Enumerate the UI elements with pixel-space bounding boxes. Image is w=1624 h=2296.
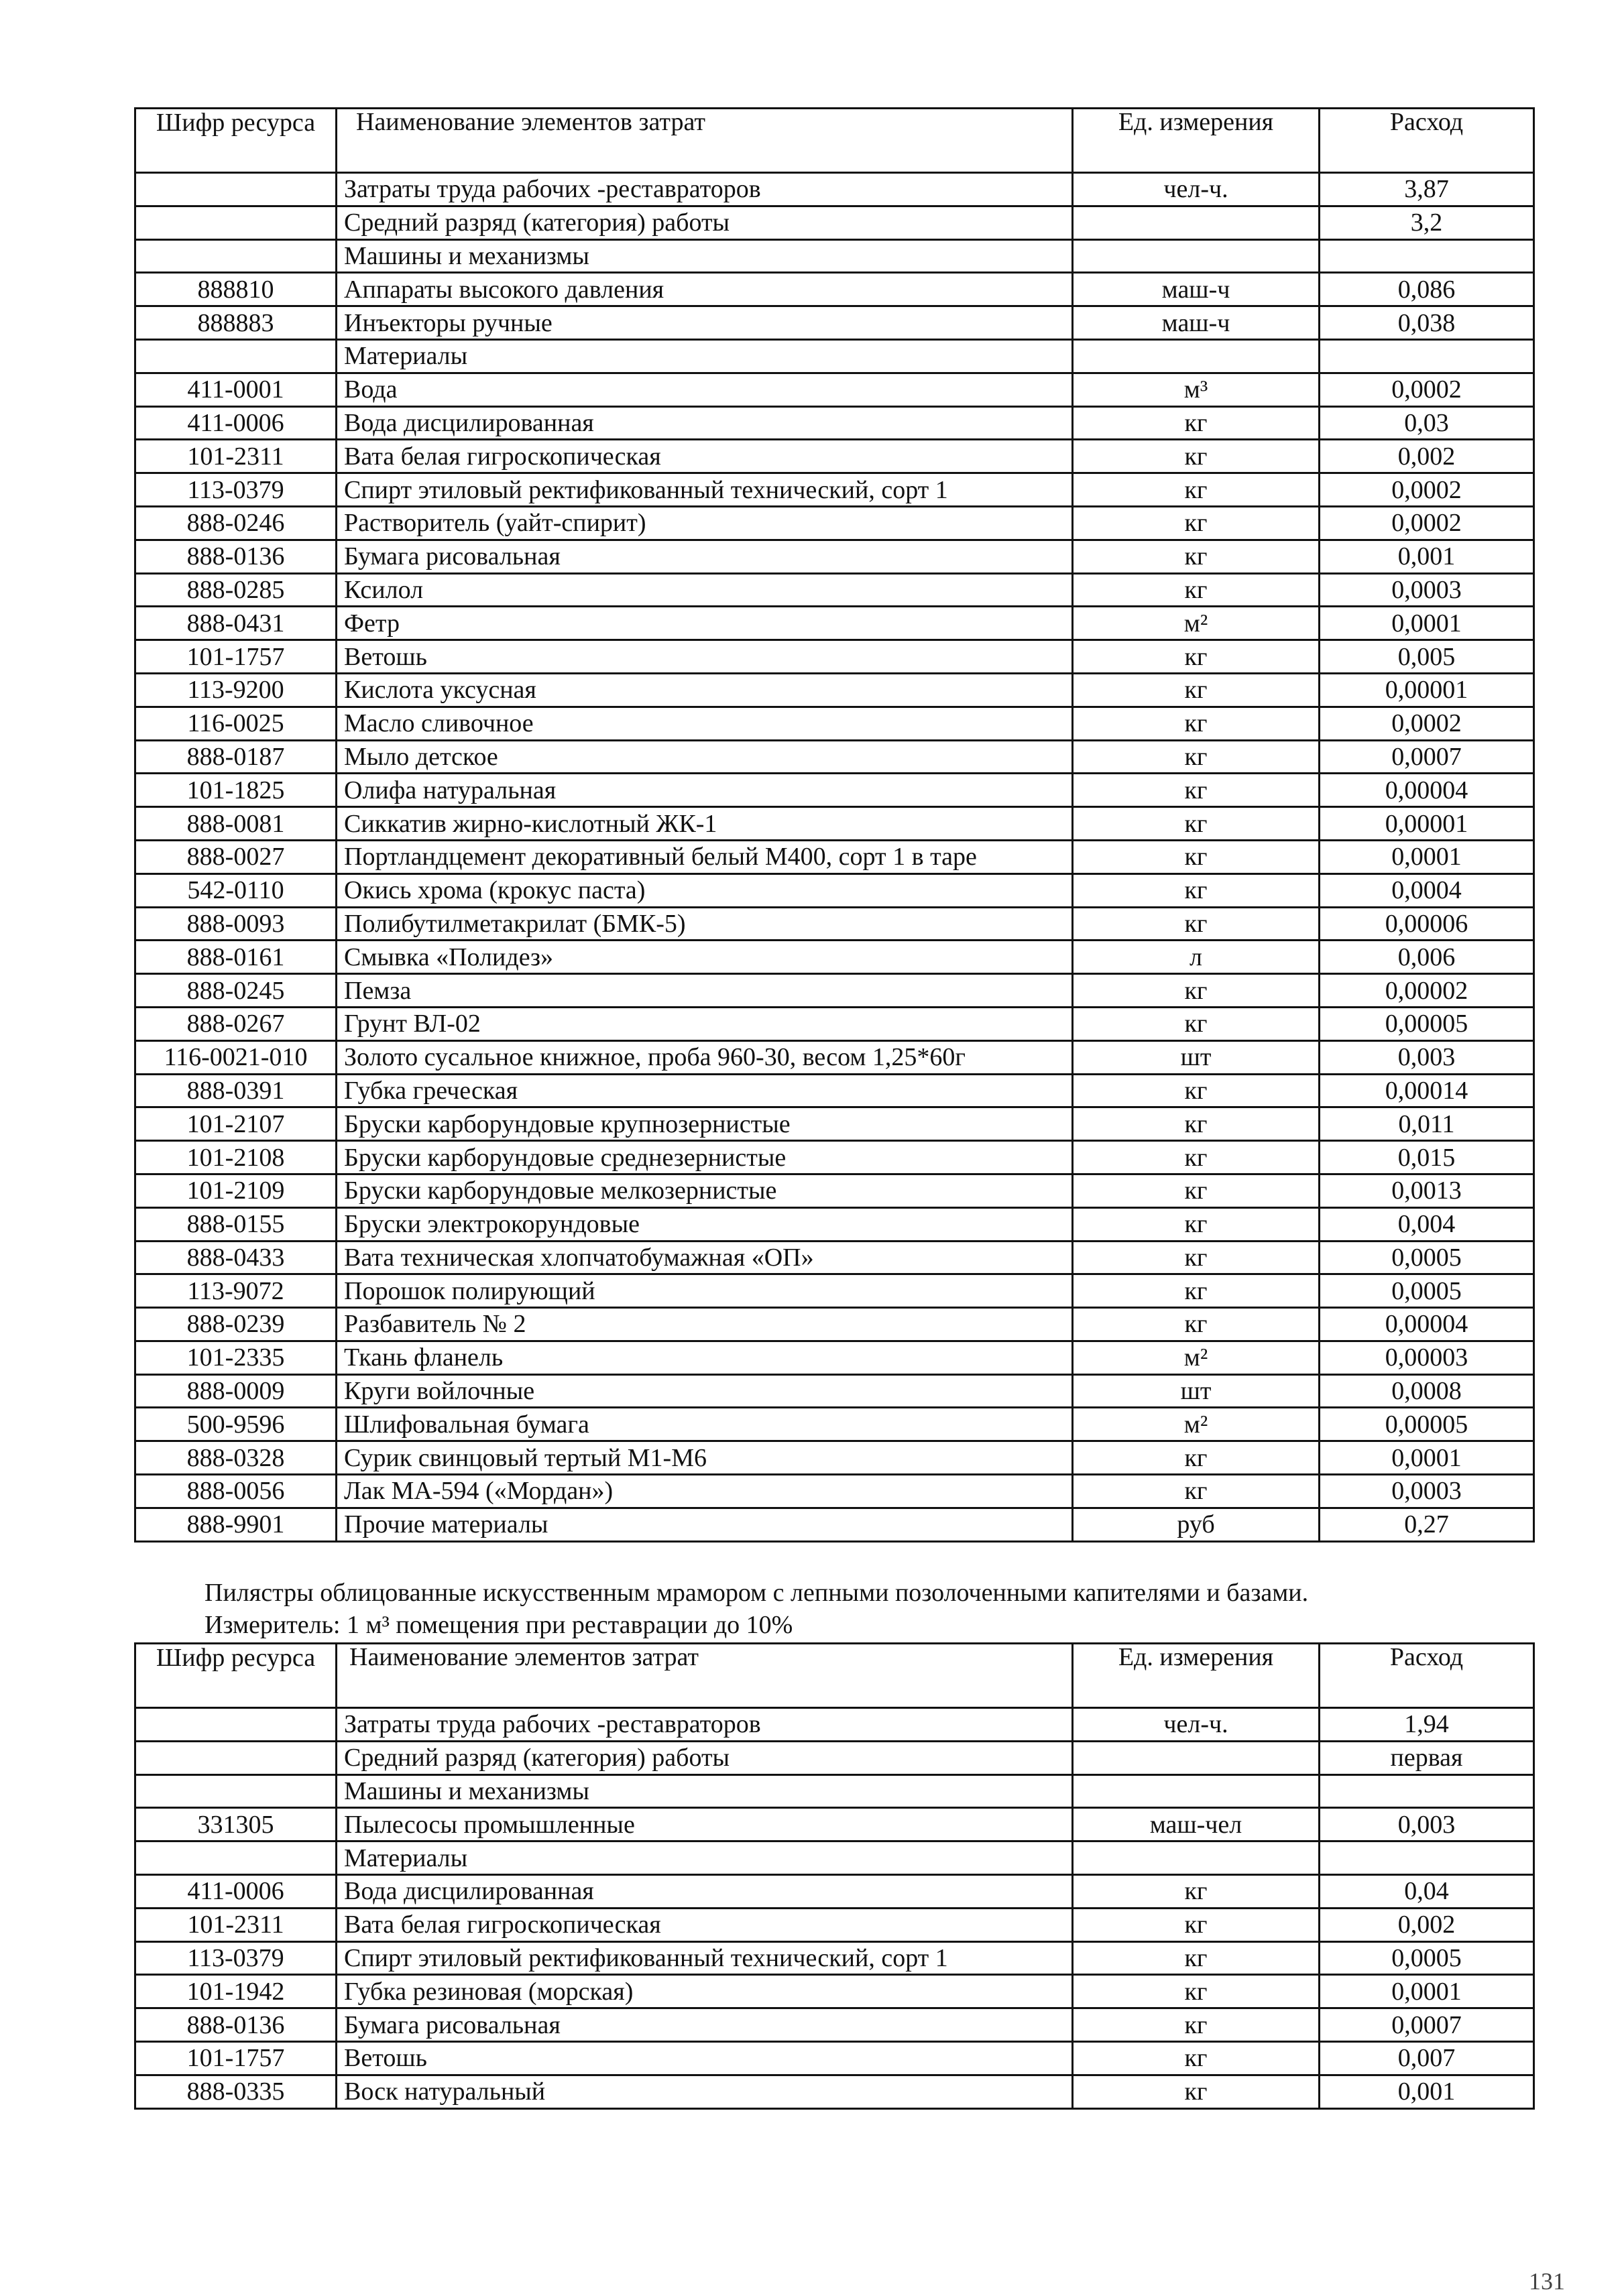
item-name-cell: Фетр — [337, 607, 1073, 640]
item-name-cell: Разбавитель № 2 — [337, 1308, 1073, 1341]
unit-cell: кг — [1073, 1174, 1320, 1207]
item-name-cell: Затраты труда рабочих -реставраторов — [337, 1708, 1073, 1742]
table-row — [135, 1141, 1534, 1174]
resource-code-cell: 888-0136 — [135, 540, 337, 573]
item-name-cell: Спирт этиловый ректификованный технический, сорт 1 — [337, 1941, 1073, 1975]
table-row — [135, 339, 1534, 373]
resource-code-cell: 542-0110 — [135, 873, 337, 907]
unit-cell: маш-ч — [1073, 273, 1320, 306]
item-name-cell: Губка греческая — [337, 1074, 1073, 1107]
resource-code-cell: 888-9901 — [135, 1508, 337, 1541]
unit-cell: маш-ч — [1073, 306, 1320, 340]
item-name-cell: Бруски карборундовые крупнозернистые — [337, 1107, 1073, 1141]
quantity-cell: 0,0001 — [1320, 840, 1534, 873]
unit-cell: кг — [1073, 1941, 1320, 1975]
table-row — [135, 1308, 1534, 1341]
table-row — [135, 840, 1534, 873]
table-row — [135, 1741, 1534, 1774]
section-title: Пилястры облицованные искусственным мрамором с лепными позолоченными капителями и базами. — [205, 1579, 1309, 1607]
item-name-cell: Ткань фланель — [337, 1341, 1073, 1374]
quantity-cell: 0,00005 — [1320, 1007, 1534, 1040]
resource-code-cell: 116-0025 — [135, 707, 337, 740]
quantity-cell: 0,0007 — [1320, 740, 1534, 774]
quantity-cell: 0,004 — [1320, 1207, 1534, 1241]
resource-code-cell: 888-0161 — [135, 941, 337, 974]
quantity-cell: 0,0005 — [1320, 1941, 1534, 1975]
table-row — [135, 540, 1534, 573]
table-row — [135, 974, 1534, 1008]
resource-code-cell: 411-0006 — [135, 406, 337, 440]
item-name-cell: Бруски электрокорундовые — [337, 1207, 1073, 1241]
quantity-cell: 0,002 — [1320, 1908, 1534, 1941]
header-unit: Ед. измерения — [1073, 1644, 1320, 1708]
quantity-cell: первая — [1320, 1741, 1534, 1774]
resource-code-cell: 888883 — [135, 306, 337, 340]
quantity-cell: 0,038 — [1320, 306, 1534, 340]
unit-cell: кг — [1073, 707, 1320, 740]
quantity-cell: 0,00004 — [1320, 1308, 1534, 1341]
quantity-cell — [1320, 1774, 1534, 1808]
unit-cell: кг — [1073, 2008, 1320, 2042]
item-name-cell: Мыло детское — [337, 740, 1073, 774]
unit-cell: кг — [1073, 2075, 1320, 2108]
quantity-cell: 1,94 — [1320, 1708, 1534, 1742]
table-row — [135, 640, 1534, 674]
resource-code-cell: 101-2335 — [135, 1341, 337, 1374]
resource-code-cell: 888-0239 — [135, 1308, 337, 1341]
resource-code-cell: 888810 — [135, 273, 337, 306]
table-row — [135, 1374, 1534, 1408]
unit-cell: кг — [1073, 1908, 1320, 1941]
unit-cell: м² — [1073, 607, 1320, 640]
table-row — [135, 1708, 1534, 1742]
quantity-cell: 0,0002 — [1320, 373, 1534, 406]
item-name-cell: Смывка «Полидез» — [337, 941, 1073, 974]
unit-cell: кг — [1073, 1274, 1320, 1308]
item-name-cell: Бруски карборундовые среднезернистые — [337, 1141, 1073, 1174]
quantity-cell: 0,00002 — [1320, 974, 1534, 1008]
quantity-cell: 0,00001 — [1320, 673, 1534, 707]
header-qty: Расход — [1320, 1644, 1534, 1708]
quantity-cell: 0,005 — [1320, 640, 1534, 674]
resource-code-cell: 101-1757 — [135, 640, 337, 674]
table-row — [135, 1408, 1534, 1441]
table-row — [135, 406, 1534, 440]
quantity-cell: 0,0007 — [1320, 2008, 1534, 2042]
resource-code-cell: 500-9596 — [135, 1408, 337, 1441]
item-name-cell: Шлифовальная бумага — [337, 1408, 1073, 1441]
table-row — [135, 373, 1534, 406]
resource-table-2 — [134, 1642, 1535, 2110]
quantity-cell: 0,0001 — [1320, 1441, 1534, 1475]
quantity-cell: 0,007 — [1320, 2041, 1534, 2075]
item-name-cell: Средний разряд (категория) работы — [337, 206, 1073, 239]
table-row — [135, 607, 1534, 640]
resource-code-cell — [135, 1841, 337, 1875]
quantity-cell: 0,00006 — [1320, 907, 1534, 941]
quantity-cell: 0,0003 — [1320, 1475, 1534, 1508]
quantity-cell: 0,0013 — [1320, 1174, 1534, 1207]
quantity-cell: 0,27 — [1320, 1508, 1534, 1541]
unit-cell: кг — [1073, 907, 1320, 941]
item-name-cell: Материалы — [337, 1841, 1073, 1875]
unit-cell: кг — [1073, 1207, 1320, 1241]
quantity-cell: 0,0001 — [1320, 1975, 1534, 2008]
quantity-cell: 0,086 — [1320, 273, 1534, 306]
unit-cell — [1073, 339, 1320, 373]
item-name-cell: Материалы — [337, 339, 1073, 373]
unit-cell: кг — [1073, 1141, 1320, 1174]
resource-code-cell: 888-0027 — [135, 840, 337, 873]
table-row — [135, 440, 1534, 473]
unit-cell: м³ — [1073, 373, 1320, 406]
table-row — [135, 239, 1534, 273]
item-name-cell: Сиккатив жирно-кислотный ЖК-1 — [337, 807, 1073, 841]
table-body-1 — [135, 173, 1534, 1542]
quantity-cell: 0,011 — [1320, 1107, 1534, 1141]
unit-cell: чел-ч. — [1073, 1708, 1320, 1742]
resource-code-cell: 888-0155 — [135, 1207, 337, 1241]
resource-code-cell: 888-0246 — [135, 506, 337, 540]
quantity-cell: 0,03 — [1320, 406, 1534, 440]
resource-code-cell: 888-0056 — [135, 1475, 337, 1508]
table-row — [135, 673, 1534, 707]
item-name-cell: Затраты труда рабочих -реставраторов — [337, 173, 1073, 206]
unit-cell: кг — [1073, 873, 1320, 907]
quantity-cell: 0,0005 — [1320, 1241, 1534, 1274]
item-name-cell: Вата техническая хлопчатобумажная «ОП» — [337, 1241, 1073, 1274]
resource-code-cell: 888-0267 — [135, 1007, 337, 1040]
unit-cell: кг — [1073, 974, 1320, 1008]
quantity-cell: 0,00014 — [1320, 1074, 1534, 1107]
item-name-cell: Спирт этиловый ректификованный технический, сорт 1 — [337, 473, 1073, 507]
unit-cell: кг — [1073, 573, 1320, 607]
unit-cell: кг — [1073, 774, 1320, 807]
item-name-cell: Вода дисцилированная — [337, 1874, 1073, 1908]
header-unit: Ед. измерения — [1073, 109, 1320, 173]
unit-cell: кг — [1073, 840, 1320, 873]
item-name-cell: Олифа натуральная — [337, 774, 1073, 807]
table-row — [135, 1007, 1534, 1040]
quantity-cell: 0,04 — [1320, 1874, 1534, 1908]
header-name: Наименование элементов затрат — [337, 109, 1073, 173]
item-name-cell: Ветошь — [337, 2041, 1073, 2075]
resource-code-cell — [135, 339, 337, 373]
item-name-cell: Пылесосы промышленные — [337, 1808, 1073, 1841]
table-row — [135, 306, 1534, 340]
table-row — [135, 273, 1534, 306]
item-name-cell: Машины и механизмы — [337, 239, 1073, 273]
unit-cell: кг — [1073, 807, 1320, 841]
unit-cell: кг — [1073, 406, 1320, 440]
resource-code-cell: 101-1825 — [135, 774, 337, 807]
table-row — [135, 907, 1534, 941]
item-name-cell: Портландцемент декоративный белый М400, сорт 1 в таре — [337, 840, 1073, 873]
table-row — [135, 740, 1534, 774]
quantity-cell: 0,0003 — [1320, 573, 1534, 607]
table-row — [135, 807, 1534, 841]
item-name-cell: Пемза — [337, 974, 1073, 1008]
item-name-cell: Ксилол — [337, 573, 1073, 607]
table-row — [135, 2008, 1534, 2042]
table-header-row — [135, 109, 1534, 173]
resource-code-cell — [135, 206, 337, 239]
unit-cell — [1073, 1774, 1320, 1808]
unit-cell: кг — [1073, 1308, 1320, 1341]
unit-cell: кг — [1073, 1475, 1320, 1508]
table-row — [135, 1341, 1534, 1374]
resource-code-cell: 888-0081 — [135, 807, 337, 841]
table-row — [135, 473, 1534, 507]
resource-code-cell: 113-9072 — [135, 1274, 337, 1308]
table-row — [135, 1808, 1534, 1841]
table-row — [135, 173, 1534, 206]
table-row — [135, 1841, 1534, 1875]
quantity-cell: 0,003 — [1320, 1040, 1534, 1074]
header-name: Наименование элементов затрат — [337, 1644, 1073, 1708]
table-row — [135, 1274, 1534, 1308]
header-code: Шифр ресурса — [135, 109, 337, 173]
item-name-cell: Круги войлочные — [337, 1374, 1073, 1408]
item-name-cell: Прочие материалы — [337, 1508, 1073, 1541]
unit-cell: кг — [1073, 1074, 1320, 1107]
resource-code-cell: 411-0001 — [135, 373, 337, 406]
unit-cell: кг — [1073, 1007, 1320, 1040]
resource-code-cell: 888-0328 — [135, 1441, 337, 1475]
table-row — [135, 1074, 1534, 1107]
item-name-cell: Вата белая гигроскопическая — [337, 440, 1073, 473]
resource-code-cell: 331305 — [135, 1808, 337, 1841]
quantity-cell — [1320, 339, 1534, 373]
item-name-cell: Порошок полирующий — [337, 1274, 1073, 1308]
table-row — [135, 206, 1534, 239]
table-row — [135, 573, 1534, 607]
unit-cell: кг — [1073, 673, 1320, 707]
table-row — [135, 2075, 1534, 2108]
unit-cell — [1073, 239, 1320, 273]
unit-cell: кг — [1073, 440, 1320, 473]
quantity-cell: 0,001 — [1320, 2075, 1534, 2108]
unit-cell: чел-ч. — [1073, 173, 1320, 206]
quantity-cell: 0,003 — [1320, 1808, 1534, 1841]
resource-code-cell — [135, 1774, 337, 1808]
resource-code-cell — [135, 239, 337, 273]
item-name-cell: Бумага рисовальная — [337, 540, 1073, 573]
quantity-cell: 3,2 — [1320, 206, 1534, 239]
table-header-row — [135, 1644, 1534, 1708]
unit-cell — [1073, 1841, 1320, 1875]
resource-code-cell: 888-0431 — [135, 607, 337, 640]
item-name-cell: Вата белая гигроскопическая — [337, 1908, 1073, 1941]
quantity-cell: 0,00005 — [1320, 1408, 1534, 1441]
resource-code-cell — [135, 1741, 337, 1774]
unit-cell: кг — [1073, 640, 1320, 674]
table-row — [135, 506, 1534, 540]
table-row — [135, 1774, 1534, 1808]
page-number: 131 — [1529, 2268, 1565, 2295]
table-row — [135, 1040, 1534, 1074]
table-row — [135, 774, 1534, 807]
resource-code-cell: 101-1942 — [135, 1975, 337, 2008]
table-row — [135, 873, 1534, 907]
item-name-cell: Воск натуральный — [337, 2075, 1073, 2108]
table-row — [135, 941, 1534, 974]
quantity-cell: 0,0001 — [1320, 607, 1534, 640]
item-name-cell: Грунт ВЛ-02 — [337, 1007, 1073, 1040]
quantity-cell: 0,00004 — [1320, 774, 1534, 807]
table-body-2 — [135, 1708, 1534, 2109]
resource-code-cell: 113-9200 — [135, 673, 337, 707]
quantity-cell: 0,002 — [1320, 440, 1534, 473]
unit-cell: шт — [1073, 1040, 1320, 1074]
table-row — [135, 1475, 1534, 1508]
unit-cell: кг — [1073, 473, 1320, 507]
quantity-cell: 0,001 — [1320, 540, 1534, 573]
table-row — [135, 1441, 1534, 1475]
quantity-cell: 0,0002 — [1320, 707, 1534, 740]
item-name-cell: Лак МА-594 («Мордан») — [337, 1475, 1073, 1508]
table-row — [135, 1241, 1534, 1274]
item-name-cell: Губка резиновая (морская) — [337, 1975, 1073, 2008]
unit-cell: кг — [1073, 1107, 1320, 1141]
quantity-cell: 0,0002 — [1320, 473, 1534, 507]
resource-code-cell: 101-2108 — [135, 1141, 337, 1174]
item-name-cell: Бруски карборундовые мелкозернистые — [337, 1174, 1073, 1207]
quantity-cell — [1320, 1841, 1534, 1875]
table-row — [135, 1908, 1534, 1941]
item-name-cell: Окись хрома (крокус паста) — [337, 873, 1073, 907]
item-name-cell: Бумага рисовальная — [337, 2008, 1073, 2042]
resource-code-cell — [135, 173, 337, 206]
resource-code-cell: 888-0187 — [135, 740, 337, 774]
table-row — [135, 1207, 1534, 1241]
resource-code-cell: 888-0391 — [135, 1074, 337, 1107]
table-row — [135, 707, 1534, 740]
resource-code-cell: 101-2311 — [135, 440, 337, 473]
unit-cell: кг — [1073, 740, 1320, 774]
table-row — [135, 1975, 1534, 2008]
resource-code-cell: 888-0009 — [135, 1374, 337, 1408]
resource-code-cell: 888-0136 — [135, 2008, 337, 2042]
quantity-cell: 0,0005 — [1320, 1274, 1534, 1308]
unit-cell: шт — [1073, 1374, 1320, 1408]
quantity-cell: 0,015 — [1320, 1141, 1534, 1174]
unit-cell — [1073, 206, 1320, 239]
table-row — [135, 1941, 1534, 1975]
table-row — [135, 1508, 1534, 1541]
unit-cell: м² — [1073, 1408, 1320, 1441]
quantity-cell: 3,87 — [1320, 173, 1534, 206]
resource-table-1 — [134, 107, 1535, 1543]
unit-cell: кг — [1073, 1441, 1320, 1475]
resource-code-cell: 411-0006 — [135, 1874, 337, 1908]
item-name-cell: Растворитель (уайт-спирит) — [337, 506, 1073, 540]
resource-code-cell: 888-0433 — [135, 1241, 337, 1274]
unit-cell: л — [1073, 941, 1320, 974]
resource-code-cell: 888-0245 — [135, 974, 337, 1008]
unit-cell: кг — [1073, 2041, 1320, 2075]
unit-cell: кг — [1073, 506, 1320, 540]
item-name-cell: Сурик свинцовый тертый М1-М6 — [337, 1441, 1073, 1475]
table-row — [135, 1174, 1534, 1207]
item-name-cell: Золото сусальное книжное, проба 960-30, весом 1,25*60г — [337, 1040, 1073, 1074]
item-name-cell: Вода — [337, 373, 1073, 406]
item-name-cell: Ветошь — [337, 640, 1073, 674]
resource-code-cell: 888-0285 — [135, 573, 337, 607]
unit-cell: кг — [1073, 1241, 1320, 1274]
quantity-cell: 0,0008 — [1320, 1374, 1534, 1408]
quantity-cell — [1320, 239, 1534, 273]
item-name-cell: Полибутилметакрилат (БМК-5) — [337, 907, 1073, 941]
unit-cell: м² — [1073, 1341, 1320, 1374]
item-name-cell: Кислота уксусная — [337, 673, 1073, 707]
resource-code-cell: 101-1757 — [135, 2041, 337, 2075]
unit-cell: кг — [1073, 540, 1320, 573]
resource-code-cell: 888-0093 — [135, 907, 337, 941]
item-name-cell: Машины и механизмы — [337, 1774, 1073, 1808]
item-name-cell: Масло сливочное — [337, 707, 1073, 740]
header-code: Шифр ресурса — [135, 1644, 337, 1708]
quantity-cell: 0,00003 — [1320, 1341, 1534, 1374]
resource-code-cell: 101-2109 — [135, 1174, 337, 1207]
section-measure: Измеритель: 1 м³ помещения при реставрации до 10% — [205, 1611, 793, 1639]
table-row — [135, 1874, 1534, 1908]
resource-code-cell: 116-0021-010 — [135, 1040, 337, 1074]
unit-cell: маш-чел — [1073, 1808, 1320, 1841]
quantity-cell: 0,006 — [1320, 941, 1534, 974]
quantity-cell: 0,0002 — [1320, 506, 1534, 540]
resource-code-cell: 101-2311 — [135, 1908, 337, 1941]
resource-code-cell: 101-2107 — [135, 1107, 337, 1141]
item-name-cell: Средний разряд (категория) работы — [337, 1741, 1073, 1774]
resource-code-cell — [135, 1708, 337, 1742]
item-name-cell: Инъекторы ручные — [337, 306, 1073, 340]
unit-cell — [1073, 1741, 1320, 1774]
quantity-cell: 0,0004 — [1320, 873, 1534, 907]
table-row — [135, 1107, 1534, 1141]
resource-code-cell: 113-0379 — [135, 473, 337, 507]
header-qty: Расход — [1320, 109, 1534, 173]
quantity-cell: 0,00001 — [1320, 807, 1534, 841]
item-name-cell: Вода дисцилированная — [337, 406, 1073, 440]
table-row — [135, 2041, 1534, 2075]
unit-cell: кг — [1073, 1975, 1320, 2008]
item-name-cell: Аппараты высокого давления — [337, 273, 1073, 306]
resource-code-cell: 888-0335 — [135, 2075, 337, 2108]
resource-code-cell: 113-0379 — [135, 1941, 337, 1975]
unit-cell: руб — [1073, 1508, 1320, 1541]
unit-cell: кг — [1073, 1874, 1320, 1908]
